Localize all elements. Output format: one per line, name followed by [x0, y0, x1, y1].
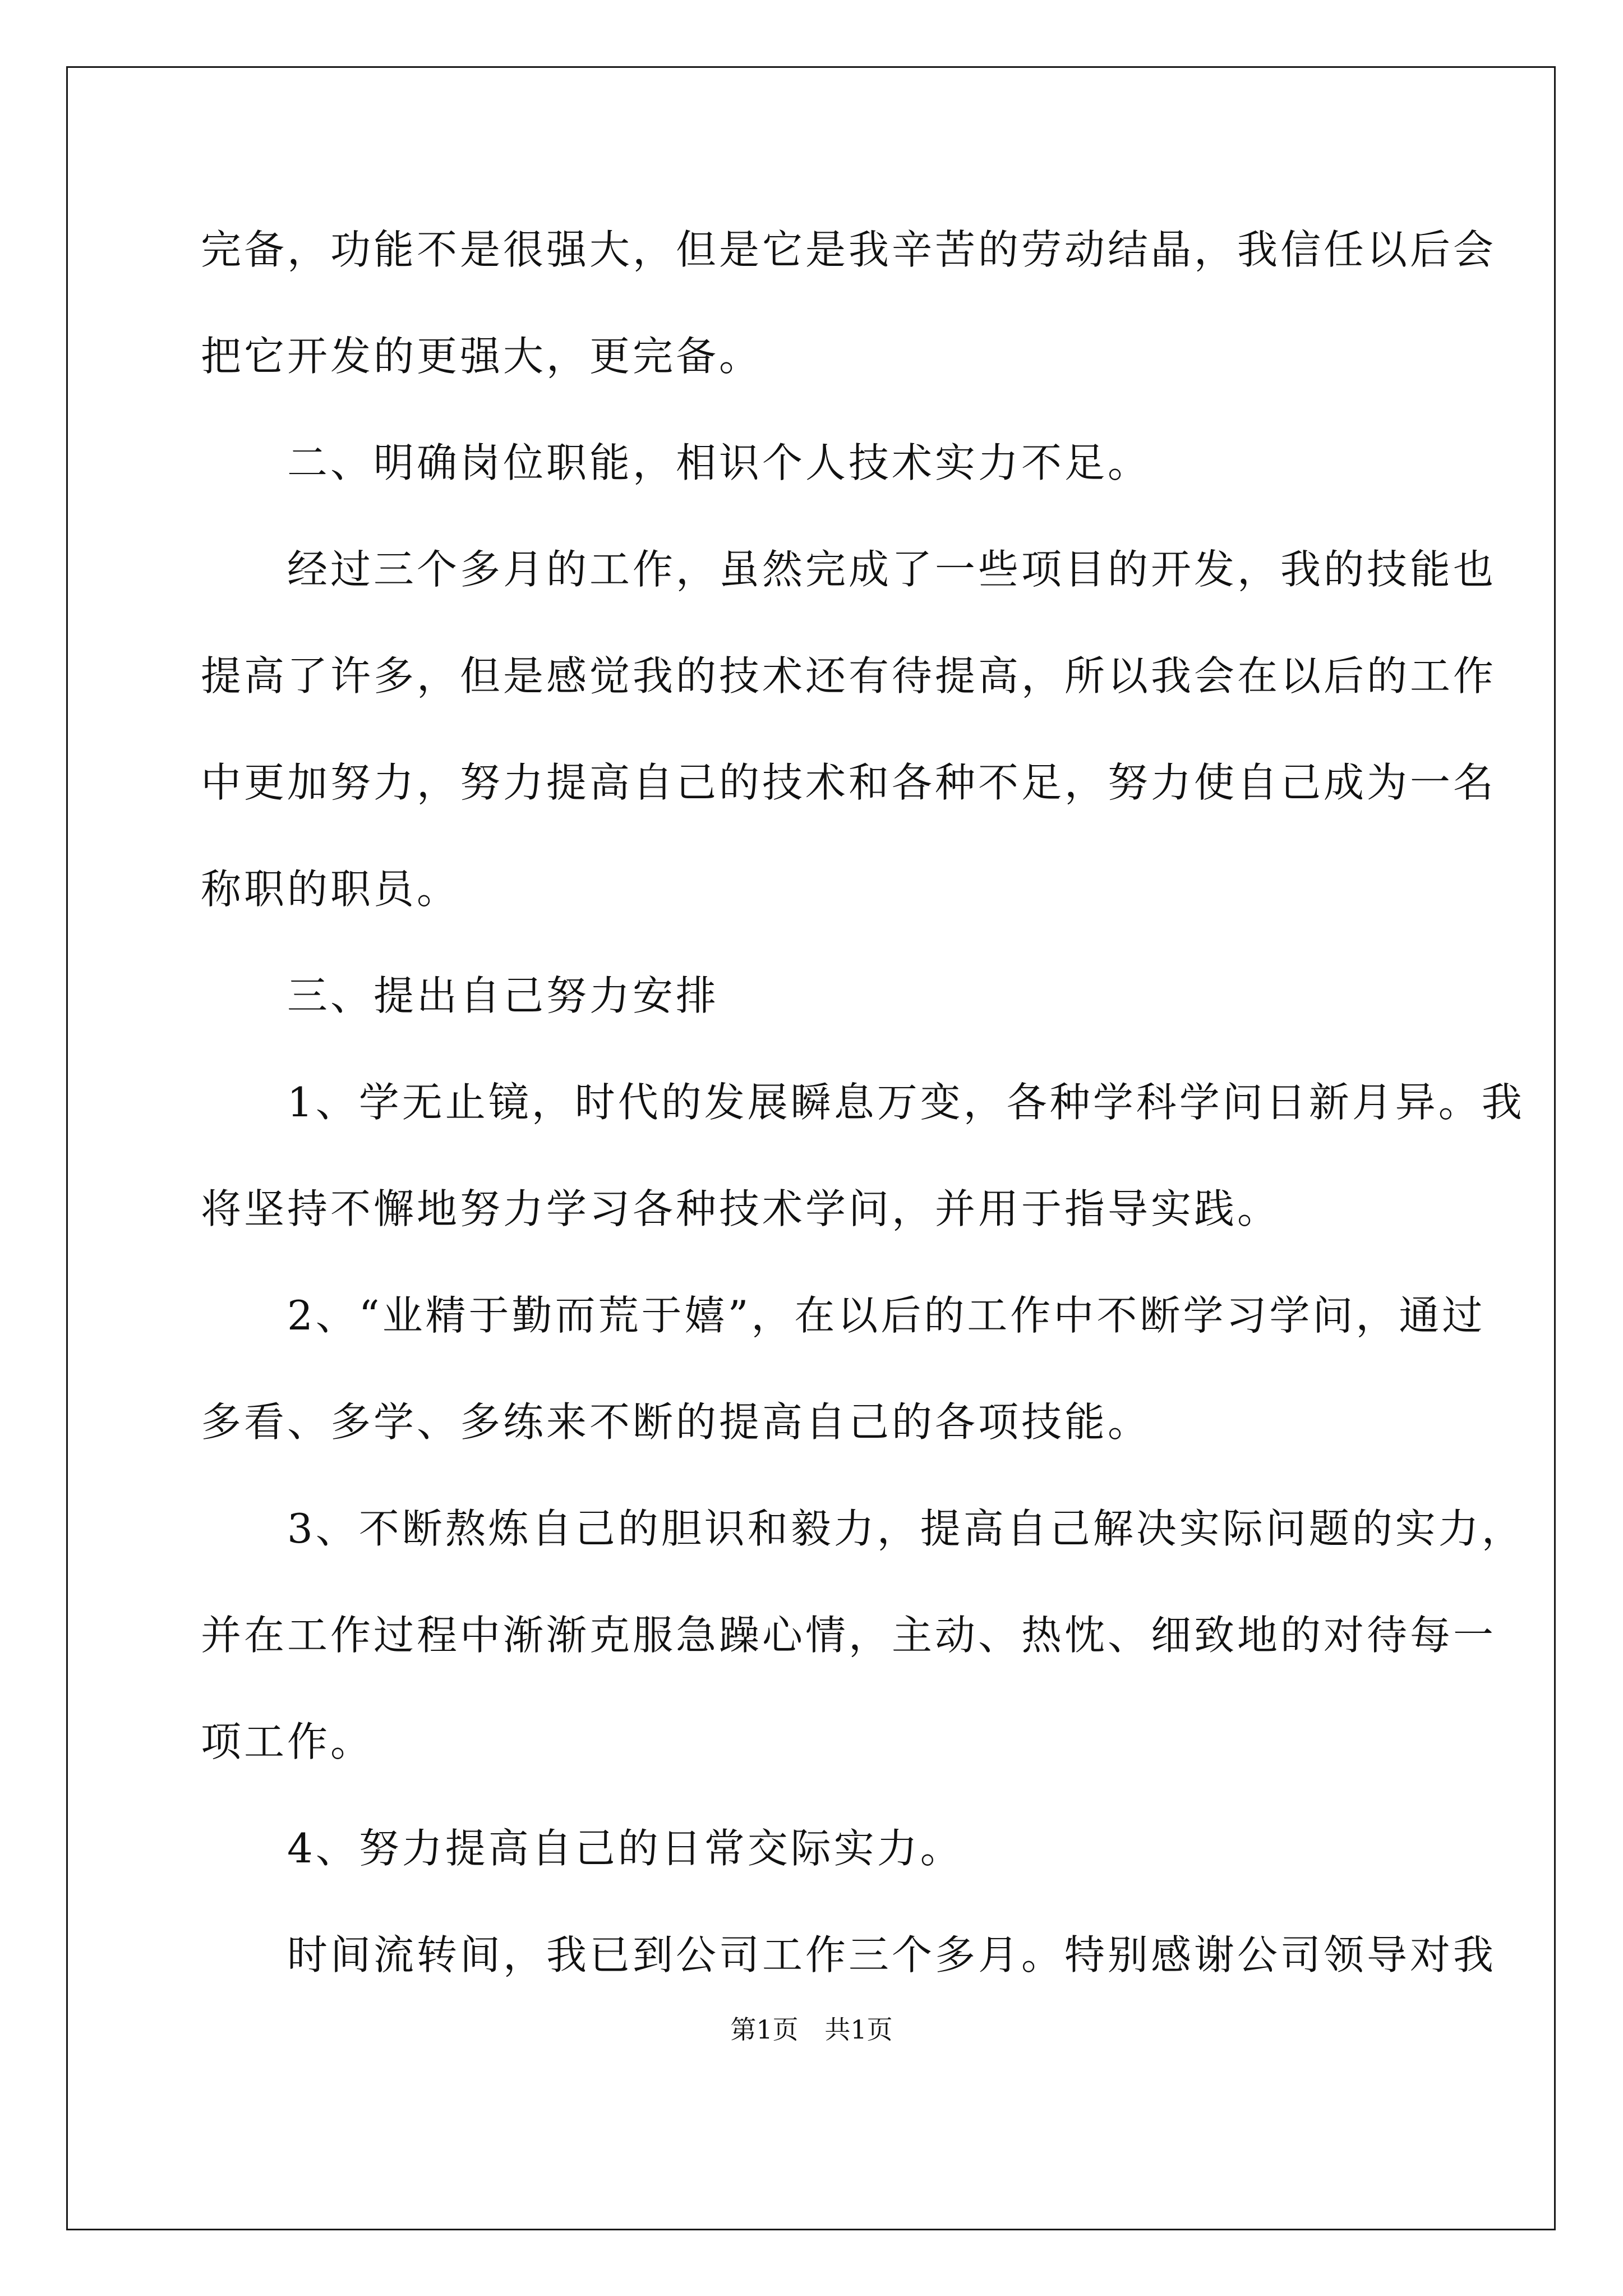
text-line: 3、不断熬炼自己的胆识和毅力，提高自己解决实际问题的实力， [201, 1505, 1525, 1552]
text-line: 时间流转间，我已到公司工作三个多月。特别感谢公司领导对我 [201, 1931, 1497, 1978]
text-line: 2、“业精于勤而荒于嬉”，在以后的工作中不断学习学问，通过 [201, 1292, 1486, 1339]
text-line: 1、学无止镜，时代的发展瞬息万变，各种学科学问日新月异。我 [201, 1079, 1525, 1126]
text-line: 将坚持不懈地努力学习各种技术学问，并用于指导实践。 [201, 1185, 1281, 1232]
text-line: 三、提出自己努力安排 [201, 972, 720, 1019]
page-number-total: 共1页 [824, 2014, 893, 2045]
text-line: 二、明确岗位职能，相识个人技术实力不足。 [201, 439, 1151, 486]
page-number-current: 第1页 [730, 2014, 799, 2045]
text-line: 把它开发的更强大，更完备。 [201, 333, 763, 380]
text-line: 项工作。 [201, 1718, 374, 1765]
document-body [201, 219, 1525, 2031]
text-line: 中更加努力，努力提高自己的技术和各种不足，努力使自己成为一名 [201, 759, 1497, 806]
page-footer [0, 2013, 1623, 2046]
text-line: 4、努力提高自己的日常交际实力。 [201, 1825, 963, 1872]
text-line: 经过三个多月的工作，虽然完成了一些项目的开发，我的技能也 [201, 546, 1497, 593]
text-line: 提高了许多，但是感觉我的技术还有待提高，所以我会在以后的工作 [201, 652, 1497, 700]
text-line: 称职的职员。 [201, 866, 460, 913]
text-line: 并在工作过程中渐渐克服急躁心情，主动、热忱、细致地的对待每一 [201, 1612, 1497, 1659]
text-line: 多看、多学、多练来不断的提高自己的各项技能。 [201, 1398, 1151, 1446]
text-line: 完备，功能不是很强大，但是它是我辛苦的劳动结晶，我信任以后会 [201, 226, 1497, 273]
